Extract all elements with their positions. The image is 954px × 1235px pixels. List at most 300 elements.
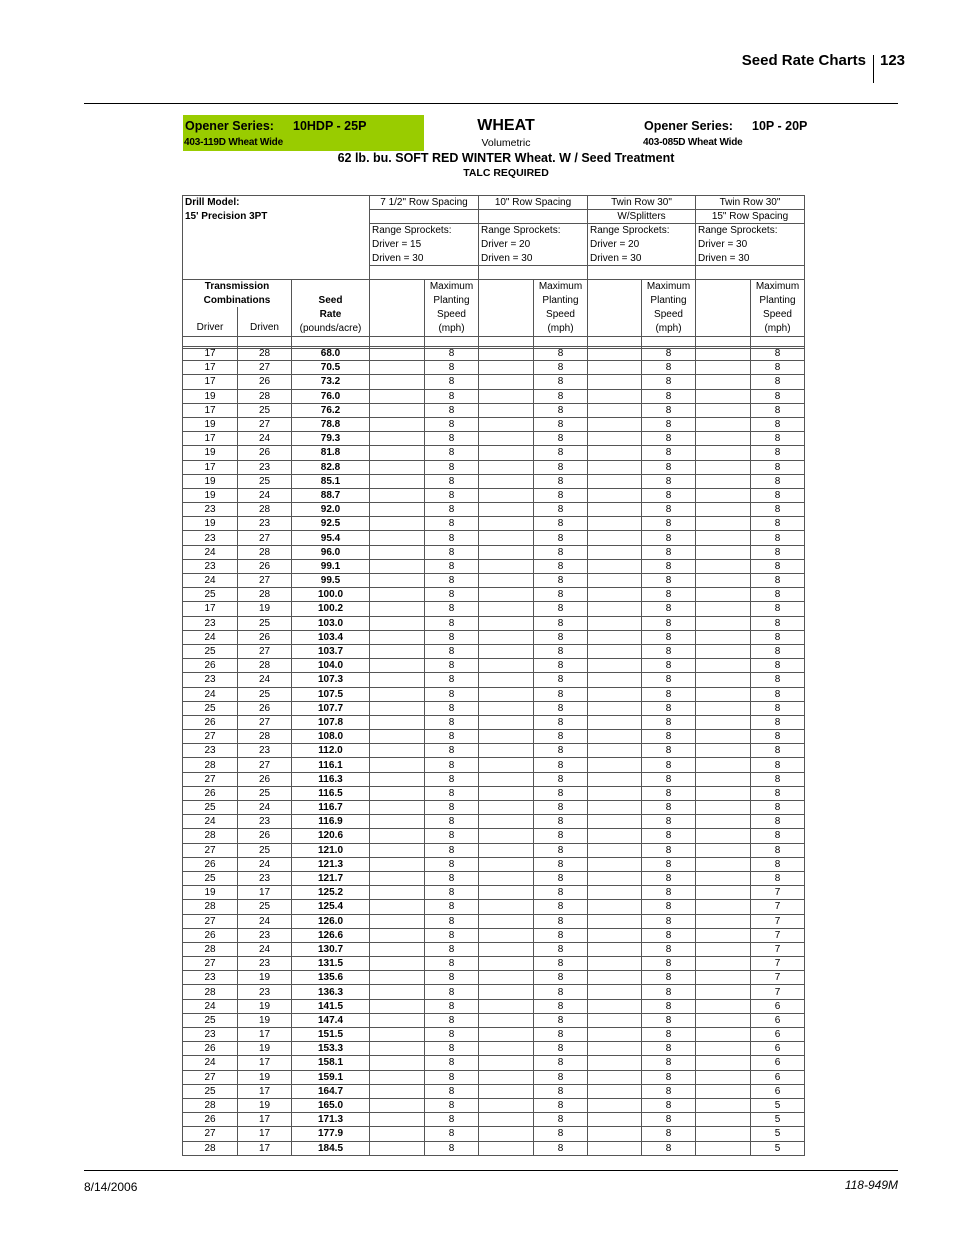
speed-10-row-cell: 8 xyxy=(534,871,588,885)
blank-cell xyxy=(696,446,751,460)
blank-cell xyxy=(696,417,751,431)
blank-cell xyxy=(370,1070,425,1084)
speed-twin-15-row-cell: 8 xyxy=(751,488,805,502)
blank-cell xyxy=(479,361,534,375)
blank-cell xyxy=(588,957,642,971)
seed-rate-cell: 108.0 xyxy=(292,730,370,744)
speed-10-row-cell: 8 xyxy=(534,389,588,403)
driven-cell: 17 xyxy=(238,1056,292,1070)
table-row xyxy=(183,503,805,517)
blank-cell xyxy=(479,1042,534,1056)
driven-cell: 17 xyxy=(238,1113,292,1127)
table-row xyxy=(183,659,805,673)
driven-cell: 28 xyxy=(238,588,292,602)
blank-cell xyxy=(588,474,642,488)
speed-10-row-cell: 8 xyxy=(534,801,588,815)
seed-rate-cell: 164.7 xyxy=(292,1084,370,1098)
blank-cell xyxy=(370,942,425,956)
speed-7-5-row-cell: 8 xyxy=(425,1013,479,1027)
blank-cell xyxy=(370,488,425,502)
left-opener-value: 10HDP - 25P xyxy=(293,119,367,133)
blank-cell xyxy=(479,545,534,559)
speed-twin-splitters-cell: 8 xyxy=(642,1141,696,1155)
speed-twin-splitters-cell: 8 xyxy=(642,971,696,985)
speed-twin-15-row-cell: 8 xyxy=(751,403,805,417)
blank-cell xyxy=(696,460,751,474)
driven-cell: 17 xyxy=(238,1141,292,1155)
blank-cell xyxy=(370,1141,425,1155)
driver-cell: 24 xyxy=(183,1056,238,1070)
blank-cell xyxy=(370,446,425,460)
speed-twin-splitters-cell: 8 xyxy=(642,531,696,545)
seed-rate-cell: 116.9 xyxy=(292,815,370,829)
speed-twin-splitters-cell: 8 xyxy=(642,928,696,942)
blank-cell xyxy=(479,588,534,602)
driven-cell: 27 xyxy=(238,574,292,588)
speed-twin-15-row-cell: 8 xyxy=(751,417,805,431)
seed-rate-cell: 99.5 xyxy=(292,574,370,588)
table-row xyxy=(183,403,805,417)
speed-twin-15-row-cell: 8 xyxy=(751,588,805,602)
speed-7-5-row-cell: 8 xyxy=(425,488,479,502)
seed-rate-cell: 171.3 xyxy=(292,1113,370,1127)
blank-cell xyxy=(588,1042,642,1056)
blank-cell xyxy=(479,871,534,885)
speed-twin-splitters-cell: 8 xyxy=(642,715,696,729)
blank-cell xyxy=(696,999,751,1013)
blank-cell xyxy=(588,574,642,588)
speed-label: Speed xyxy=(654,309,683,320)
blank-cell xyxy=(370,417,425,431)
driven-cell: 26 xyxy=(238,559,292,573)
speed-10-row-cell: 8 xyxy=(534,786,588,800)
driver-cell: 19 xyxy=(183,474,238,488)
driver-cell: 19 xyxy=(183,488,238,502)
blank-cell xyxy=(479,1141,534,1155)
blank-cell xyxy=(696,900,751,914)
blank-cell xyxy=(588,673,642,687)
speed-twin-splitters-cell: 8 xyxy=(642,361,696,375)
driven-cell: 26 xyxy=(238,375,292,389)
left-opener-part: 403-119D Wheat Wide xyxy=(184,137,283,148)
speed-7-5-row-cell: 8 xyxy=(425,715,479,729)
blank-cell xyxy=(588,446,642,460)
blank-cell xyxy=(696,786,751,800)
speed-twin-splitters-cell: 8 xyxy=(642,942,696,956)
speed-10-row-cell: 8 xyxy=(534,460,588,474)
seed-rate-cell: 136.3 xyxy=(292,985,370,999)
blank-cell xyxy=(588,644,642,658)
speed-twin-splitters-cell: 8 xyxy=(642,517,696,531)
blank-cell xyxy=(370,361,425,375)
blank-cell xyxy=(588,1098,642,1112)
speed-10-row-cell: 8 xyxy=(534,488,588,502)
speed-7-5-row-cell: 8 xyxy=(425,574,479,588)
speed-twin-15-row-cell: 7 xyxy=(751,914,805,928)
blank-cell xyxy=(588,1028,642,1042)
blank-cell xyxy=(588,843,642,857)
speed-7-5-row-cell: 8 xyxy=(425,559,479,573)
speed-twin-splitters-cell: 8 xyxy=(642,460,696,474)
speed-10-row-cell: 8 xyxy=(534,1013,588,1027)
blank-cell xyxy=(696,730,751,744)
blank-cell xyxy=(696,928,751,942)
speed-twin-15-row-cell: 7 xyxy=(751,886,805,900)
table-row xyxy=(183,517,805,531)
page-number: 123 xyxy=(880,52,906,69)
speed-twin-15-row-cell: 8 xyxy=(751,630,805,644)
driven-cell: 24 xyxy=(238,914,292,928)
blank-cell xyxy=(479,616,534,630)
speed-twin-splitters-cell: 8 xyxy=(642,659,696,673)
blank-cell xyxy=(479,786,534,800)
blank-cell xyxy=(696,914,751,928)
blank-cell xyxy=(696,971,751,985)
right-opener-value: 10P - 20P xyxy=(752,119,808,133)
driven-cell: 26 xyxy=(238,829,292,843)
blank-cell xyxy=(588,1127,642,1141)
table-row xyxy=(183,361,805,375)
blank-cell xyxy=(588,744,642,758)
blank-cell xyxy=(479,1098,534,1112)
blank-cell xyxy=(370,772,425,786)
blank-cell xyxy=(588,347,642,361)
speed-7-5-row-cell: 8 xyxy=(425,531,479,545)
speed-twin-15-row-cell: 7 xyxy=(751,985,805,999)
speed-10-row-cell: 8 xyxy=(534,503,588,517)
speed-twin-splitters-cell: 8 xyxy=(642,758,696,772)
driven-cell: 25 xyxy=(238,900,292,914)
seed-rate-cell: 116.7 xyxy=(292,801,370,815)
driven-cell: 23 xyxy=(238,985,292,999)
seed-rate-cell: 126.6 xyxy=(292,928,370,942)
speed-10-row-cell: 8 xyxy=(534,403,588,417)
blank-cell xyxy=(370,786,425,800)
speed-twin-15-row-cell: 5 xyxy=(751,1127,805,1141)
speed-twin-splitters-cell: 8 xyxy=(642,503,696,517)
driver-cell: 24 xyxy=(183,574,238,588)
speed-10-row-cell: 8 xyxy=(534,545,588,559)
blank-cell xyxy=(588,1056,642,1070)
driver-cell: 19 xyxy=(183,389,238,403)
blank-cell xyxy=(479,900,534,914)
blank-cell xyxy=(370,971,425,985)
blank-cell xyxy=(479,985,534,999)
speed-twin-15-row-cell: 6 xyxy=(751,1084,805,1098)
blank-cell xyxy=(588,786,642,800)
speed-7-5-row-cell: 8 xyxy=(425,801,479,815)
blank-cell xyxy=(696,531,751,545)
planting-label: Planting xyxy=(433,295,470,306)
seed-rate-cell: 165.0 xyxy=(292,1098,370,1112)
seed-rate-cell: 85.1 xyxy=(292,474,370,488)
driven-cell: 19 xyxy=(238,602,292,616)
right-opener-part: 403-085D Wheat Wide xyxy=(643,137,743,148)
blank-cell xyxy=(588,971,642,985)
speed-7-5-row-cell: 8 xyxy=(425,758,479,772)
speed-twin-15-row-cell: 8 xyxy=(751,871,805,885)
speed-twin-splitters-cell: 8 xyxy=(642,801,696,815)
speed-twin-splitters-cell: 8 xyxy=(642,588,696,602)
driver-cell: 27 xyxy=(183,1070,238,1084)
speed-7-5-row-cell: 8 xyxy=(425,1070,479,1084)
blank-cell xyxy=(696,687,751,701)
driver-cell: 26 xyxy=(183,1113,238,1127)
speed-10-row-cell: 8 xyxy=(534,857,588,871)
blank-cell xyxy=(588,942,642,956)
blank-cell xyxy=(696,361,751,375)
table-row xyxy=(183,446,805,460)
seed-rate-cell: 96.0 xyxy=(292,545,370,559)
planting-label: Planting xyxy=(650,295,687,306)
speed-twin-15-row-cell: 8 xyxy=(751,744,805,758)
driver-cell: 25 xyxy=(183,588,238,602)
blank-cell xyxy=(370,1013,425,1027)
speed-twin-15-row-cell: 8 xyxy=(751,517,805,531)
speed-twin-splitters-cell: 8 xyxy=(642,673,696,687)
blank-cell xyxy=(588,417,642,431)
blank-cell xyxy=(696,957,751,971)
speed-7-5-row-cell: 8 xyxy=(425,446,479,460)
seed-rate-cell: 121.3 xyxy=(292,857,370,871)
seed-rate-cell: 76.2 xyxy=(292,403,370,417)
blank-cell xyxy=(370,375,425,389)
table-row xyxy=(183,900,805,914)
driven-cell: 23 xyxy=(238,815,292,829)
blank-cell xyxy=(479,999,534,1013)
seed-rate-cell: 153.3 xyxy=(292,1042,370,1056)
speed-twin-15-row-cell: 8 xyxy=(751,545,805,559)
sprocket-driven: Driven = 30 xyxy=(481,253,533,264)
blank-cell xyxy=(696,588,751,602)
blank-cell xyxy=(588,432,642,446)
blank-cell xyxy=(479,914,534,928)
table-row xyxy=(183,389,805,403)
driver-cell: 19 xyxy=(183,517,238,531)
blank-cell xyxy=(370,715,425,729)
driver-cell: 23 xyxy=(183,744,238,758)
blank-cell xyxy=(479,375,534,389)
seed-rate-cell: 107.3 xyxy=(292,673,370,687)
speed-7-5-row-cell: 8 xyxy=(425,403,479,417)
speed-7-5-row-cell: 8 xyxy=(425,928,479,942)
blank-cell xyxy=(696,432,751,446)
blank-cell xyxy=(696,1084,751,1098)
driver-cell: 26 xyxy=(183,928,238,942)
driven-cell: 19 xyxy=(238,1042,292,1056)
blank-cell xyxy=(479,843,534,857)
seed-rate-cell: 121.0 xyxy=(292,843,370,857)
speed-twin-15-row-cell: 8 xyxy=(751,432,805,446)
blank-cell xyxy=(479,701,534,715)
blank-cell xyxy=(479,644,534,658)
metering-method: Volumetric xyxy=(481,137,531,149)
driven-cell: 17 xyxy=(238,1127,292,1141)
speed-twin-15-row-cell: 8 xyxy=(751,503,805,517)
speed-twin-splitters-cell: 8 xyxy=(642,786,696,800)
blank-cell xyxy=(370,559,425,573)
blank-cell xyxy=(370,460,425,474)
maximum-label: Maximum xyxy=(429,281,474,292)
driver-cell: 23 xyxy=(183,559,238,573)
blank-cell xyxy=(370,985,425,999)
speed-twin-15-row-cell: 8 xyxy=(751,659,805,673)
blank-cell xyxy=(588,602,642,616)
driven-cell: 27 xyxy=(238,758,292,772)
seed-rate-cell: 135.6 xyxy=(292,971,370,985)
blank-cell xyxy=(588,857,642,871)
speed-7-5-row-cell: 8 xyxy=(425,673,479,687)
speed-10-row-cell: 8 xyxy=(534,417,588,431)
table-row xyxy=(183,971,805,985)
sprocket-driver: Driver = 20 xyxy=(590,239,640,250)
blank-cell xyxy=(370,1113,425,1127)
mph-label: (mph) xyxy=(655,323,682,334)
blank-cell xyxy=(370,644,425,658)
driver-cell: 17 xyxy=(183,602,238,616)
seed-rate-cell: 103.4 xyxy=(292,630,370,644)
blank-cell xyxy=(370,829,425,843)
speed-7-5-row-cell: 8 xyxy=(425,786,479,800)
speed-10-row-cell: 8 xyxy=(534,1028,588,1042)
speed-10-row-cell: 8 xyxy=(534,900,588,914)
table-row xyxy=(183,1042,805,1056)
mph-label: (mph) xyxy=(547,323,574,334)
blank-cell xyxy=(370,389,425,403)
speed-twin-15-row-cell: 8 xyxy=(751,361,805,375)
blank-cell xyxy=(479,417,534,431)
speed-10-row-cell: 8 xyxy=(534,1070,588,1084)
group-spacing: Twin Row 30" xyxy=(719,197,781,208)
speed-twin-15-row-cell: 6 xyxy=(751,1056,805,1070)
seed-rate-cell: 100.2 xyxy=(292,602,370,616)
driven-cell: 19 xyxy=(238,999,292,1013)
driver-cell: 27 xyxy=(183,772,238,786)
seed-rate-cell: 112.0 xyxy=(292,744,370,758)
speed-10-row-cell: 8 xyxy=(534,815,588,829)
mph-label: (mph) xyxy=(438,323,465,334)
speed-7-5-row-cell: 8 xyxy=(425,1098,479,1112)
sprocket-driver: Driver = 15 xyxy=(372,239,422,250)
speed-twin-splitters-cell: 8 xyxy=(642,1042,696,1056)
seed-rate-cell: 147.4 xyxy=(292,1013,370,1027)
speed-twin-splitters-cell: 8 xyxy=(642,1056,696,1070)
seed-rate-cell: 131.5 xyxy=(292,957,370,971)
blank-cell xyxy=(479,517,534,531)
group-spacing: Twin Row 30" xyxy=(611,197,672,208)
blank-cell xyxy=(696,886,751,900)
seed-rate-cell: 158.1 xyxy=(292,1056,370,1070)
driven-cell: 27 xyxy=(238,644,292,658)
table-row xyxy=(183,871,805,885)
seed-rate-cell: 103.7 xyxy=(292,644,370,658)
blank-cell xyxy=(370,574,425,588)
driven-cell: 24 xyxy=(238,488,292,502)
speed-twin-15-row-cell: 5 xyxy=(751,1141,805,1155)
table-row xyxy=(183,602,805,616)
speed-10-row-cell: 8 xyxy=(534,1141,588,1155)
speed-label: Speed xyxy=(546,309,575,320)
blank-cell xyxy=(588,503,642,517)
blank-cell xyxy=(588,928,642,942)
speed-10-row-cell: 8 xyxy=(534,886,588,900)
driven-cell: 28 xyxy=(238,503,292,517)
blank-cell xyxy=(696,673,751,687)
seed-rate-cell: 151.5 xyxy=(292,1028,370,1042)
driven-cell: 26 xyxy=(238,446,292,460)
table-row xyxy=(183,886,805,900)
blank-cell xyxy=(370,687,425,701)
speed-twin-splitters-cell: 8 xyxy=(642,730,696,744)
table-row xyxy=(183,730,805,744)
driven-cell: 17 xyxy=(238,886,292,900)
mph-label: (mph) xyxy=(764,323,791,334)
speed-twin-splitters-cell: 8 xyxy=(642,347,696,361)
speed-twin-splitters-cell: 8 xyxy=(642,999,696,1013)
driver-cell: 17 xyxy=(183,403,238,417)
driven-cell: 25 xyxy=(238,687,292,701)
blank-cell xyxy=(479,1028,534,1042)
speed-10-row-cell: 8 xyxy=(534,347,588,361)
table-row xyxy=(183,1098,805,1112)
driver-cell: 23 xyxy=(183,503,238,517)
blank-cell xyxy=(696,843,751,857)
sprocket-driven: Driven = 30 xyxy=(590,253,642,264)
speed-10-row-cell: 8 xyxy=(534,588,588,602)
table-row xyxy=(183,1141,805,1155)
blank-cell xyxy=(479,503,534,517)
table-row xyxy=(183,801,805,815)
blank-cell xyxy=(479,673,534,687)
right-opener-label: Opener Series: xyxy=(644,119,733,133)
document-number: 118-949M xyxy=(844,1178,898,1192)
table-row xyxy=(183,914,805,928)
blank-cell xyxy=(696,1070,751,1084)
blank-cell xyxy=(588,559,642,573)
seed-rate-cell: 116.5 xyxy=(292,786,370,800)
table-row xyxy=(183,843,805,857)
table-row xyxy=(183,588,805,602)
driver-cell: 26 xyxy=(183,786,238,800)
blank-cell xyxy=(696,1113,751,1127)
table-row xyxy=(183,1113,805,1127)
seed-rate-cell: 107.5 xyxy=(292,687,370,701)
blank-cell xyxy=(370,432,425,446)
table-row xyxy=(183,559,805,573)
speed-twin-15-row-cell: 7 xyxy=(751,900,805,914)
sprocket-driver: Driver = 20 xyxy=(481,239,531,250)
blank-cell xyxy=(588,588,642,602)
blank-cell xyxy=(696,375,751,389)
driver-cell: 28 xyxy=(183,942,238,956)
speed-10-row-cell: 8 xyxy=(534,1113,588,1127)
driver-cell: 27 xyxy=(183,957,238,971)
blank-cell xyxy=(696,517,751,531)
table-row xyxy=(183,673,805,687)
speed-twin-splitters-cell: 8 xyxy=(642,446,696,460)
speed-10-row-cell: 8 xyxy=(534,772,588,786)
speed-7-5-row-cell: 8 xyxy=(425,389,479,403)
blank-cell xyxy=(588,772,642,786)
table-row xyxy=(183,488,805,502)
blank-cell xyxy=(370,999,425,1013)
speed-7-5-row-cell: 8 xyxy=(425,871,479,885)
driven-cell: 17 xyxy=(238,1084,292,1098)
blank-cell xyxy=(588,375,642,389)
speed-7-5-row-cell: 8 xyxy=(425,971,479,985)
blank-cell xyxy=(588,985,642,999)
speed-twin-splitters-cell: 8 xyxy=(642,574,696,588)
